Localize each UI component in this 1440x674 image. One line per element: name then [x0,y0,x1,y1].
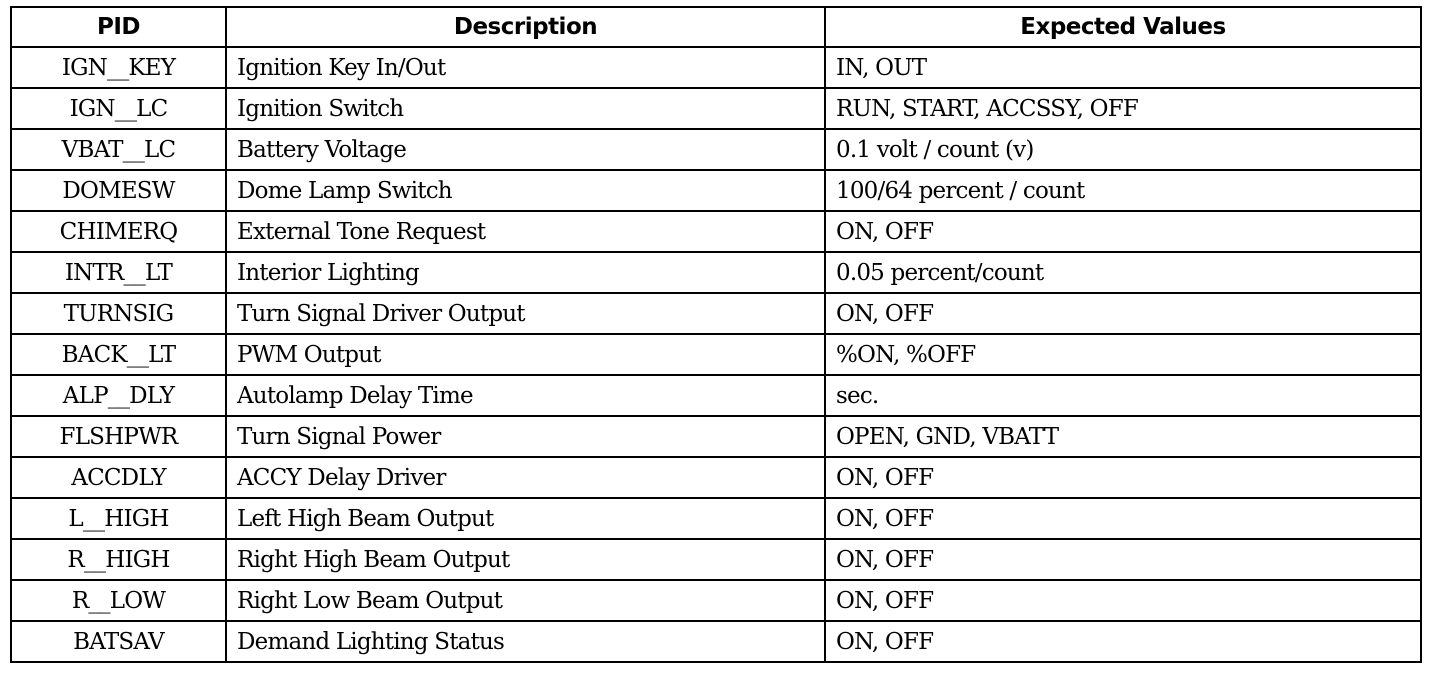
column-header-expected-values: Expected Values [825,7,1421,47]
pid-table [10,6,1422,663]
description-cell: Autolamp Delay Time [226,375,825,416]
description-cell: Turn Signal Power [226,416,825,457]
expected-values-cell: ON, OFF [825,580,1421,621]
table-row [11,498,1421,539]
description-cell: Right High Beam Output [226,539,825,580]
table-row [11,170,1421,211]
description-cell: External Tone Request [226,211,825,252]
description-cell: Right Low Beam Output [226,580,825,621]
expected-values-cell: 0.1 volt / count (v) [825,129,1421,170]
description-cell: Left High Beam Output [226,498,825,539]
column-header-pid: PID [11,7,226,47]
description-cell: Dome Lamp Switch [226,170,825,211]
expected-values-cell: 0.05 percent/count [825,252,1421,293]
table-row [11,129,1421,170]
pid-cell: L__HIGH [11,498,226,539]
table-row [11,539,1421,580]
expected-values-cell: ON, OFF [825,457,1421,498]
description-cell: Ignition Key In/Out [226,47,825,88]
pid-cell: TURNSIG [11,293,226,334]
pid-cell: R__LOW [11,580,226,621]
expected-values-cell: ON, OFF [825,498,1421,539]
description-cell: Battery Voltage [226,129,825,170]
expected-values-cell: sec. [825,375,1421,416]
table-row [11,252,1421,293]
table-row [11,621,1421,662]
expected-values-cell: ON, OFF [825,621,1421,662]
header-row [11,7,1421,47]
table-row [11,88,1421,129]
expected-values-cell: ON, OFF [825,539,1421,580]
pid-cell: FLSHPWR [11,416,226,457]
table-row [11,47,1421,88]
pid-cell: BACK__LT [11,334,226,375]
description-cell: Demand Lighting Status [226,621,825,662]
table-row [11,334,1421,375]
expected-values-cell: ON, OFF [825,293,1421,334]
pid-cell: CHIMERQ [11,211,226,252]
pid-cell: VBAT__LC [11,129,226,170]
description-cell: Ignition Switch [226,88,825,129]
expected-values-cell: OPEN, GND, VBATT [825,416,1421,457]
table-row [11,375,1421,416]
expected-values-cell: RUN, START, ACCSSY, OFF [825,88,1421,129]
table-row [11,580,1421,621]
description-cell: PWM Output [226,334,825,375]
table-row [11,211,1421,252]
table-row [11,416,1421,457]
pid-cell: INTR__LT [11,252,226,293]
pid-cell: R__HIGH [11,539,226,580]
description-cell: Turn Signal Driver Output [226,293,825,334]
pid-cell: IGN__KEY [11,47,226,88]
expected-values-cell: IN, OUT [825,47,1421,88]
table-row [11,293,1421,334]
column-header-description: Description [226,7,825,47]
expected-values-cell: ON, OFF [825,211,1421,252]
expected-values-cell: 100/64 percent / count [825,170,1421,211]
pid-cell: IGN__LC [11,88,226,129]
pid-cell: BATSAV [11,621,226,662]
description-cell: ACCY Delay Driver [226,457,825,498]
table-body [11,47,1421,662]
table-header [11,7,1421,47]
expected-values-cell: %ON, %OFF [825,334,1421,375]
pid-cell: DOMESW [11,170,226,211]
pid-cell: ACCDLY [11,457,226,498]
table-row [11,457,1421,498]
description-cell: Interior Lighting [226,252,825,293]
pid-cell: ALP__DLY [11,375,226,416]
